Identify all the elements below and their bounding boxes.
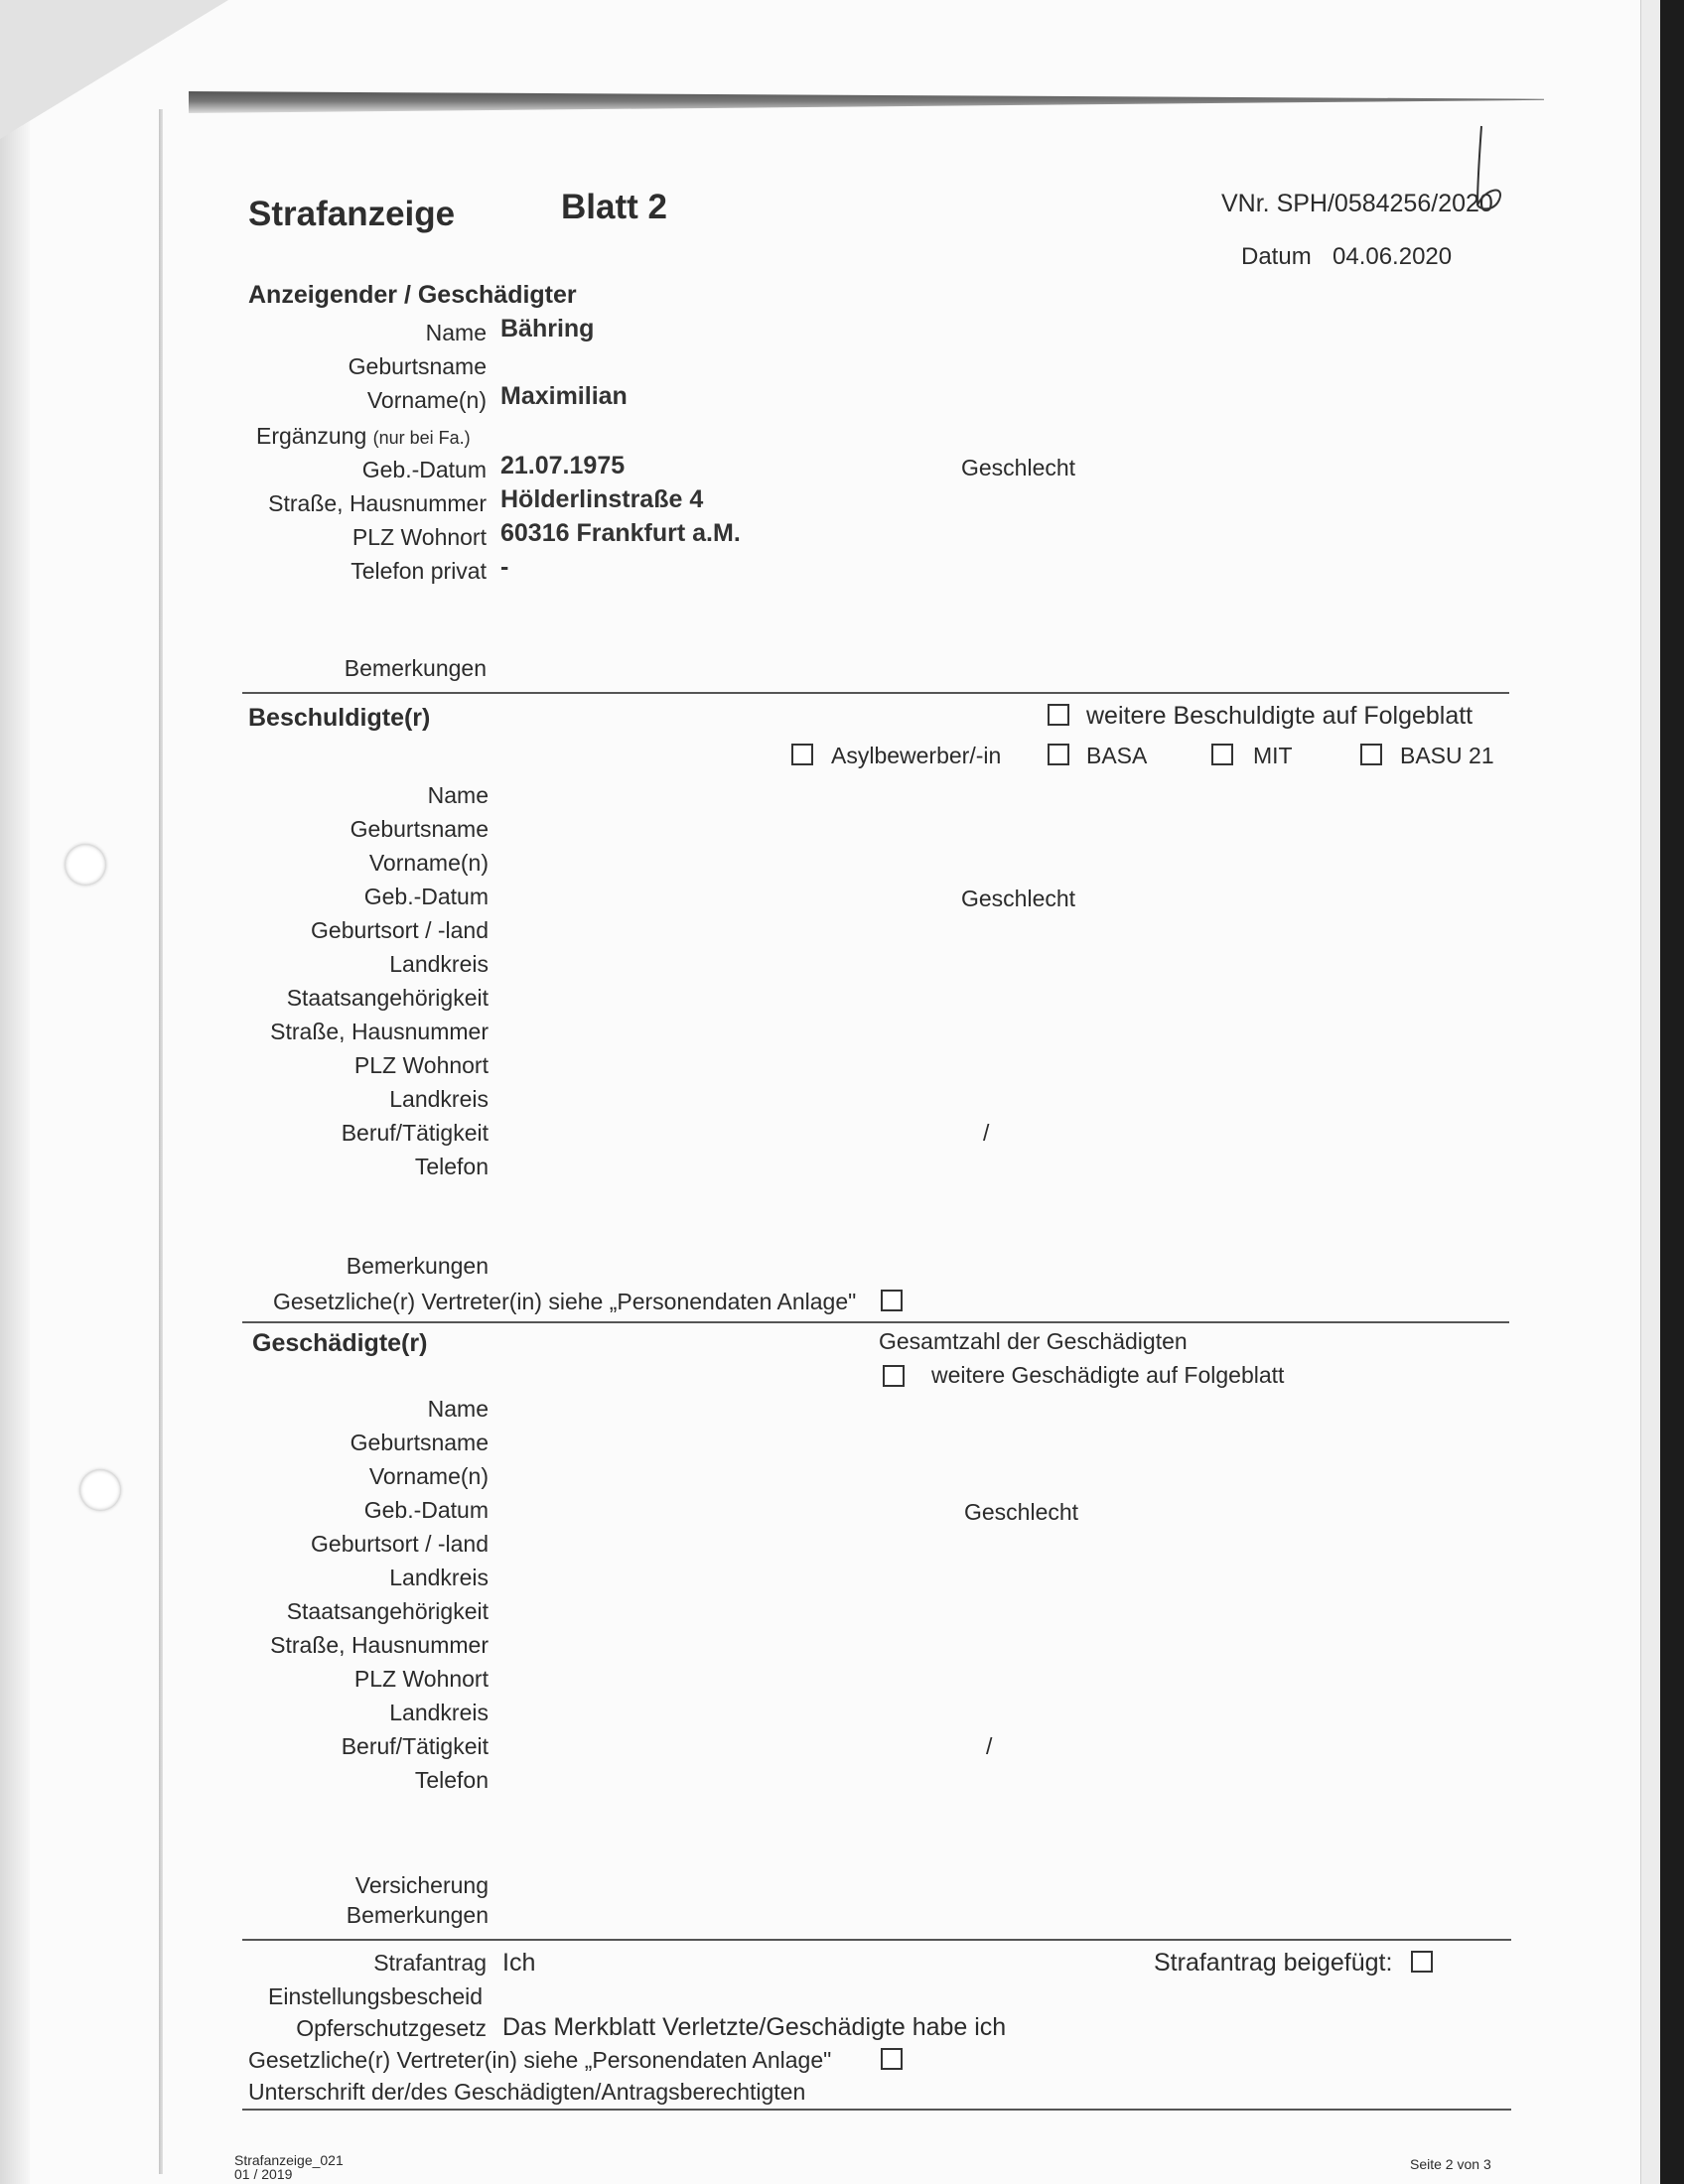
accused-heading: Beschuldigte(r)	[248, 704, 431, 732]
victim-insurance-label: Versicherung	[354, 1872, 489, 1898]
handwritten-mark-icon	[1470, 124, 1511, 215]
strafantrag-value: Ich	[502, 1949, 536, 1977]
accused-legal-rep-checkbox[interactable]	[881, 1290, 903, 1311]
basa-label: BASA	[1086, 743, 1148, 768]
accused-phone-label: Telefon	[414, 1154, 489, 1179]
reporter-dob-label: Geb.-Datum	[361, 457, 487, 482]
victim-birthplace-label: Geburtsort / -land	[311, 1531, 489, 1557]
victim-district2-label: Landkreis	[389, 1700, 489, 1725]
victim-job-slash: /	[986, 1733, 993, 1759]
victim-firstname-label: Vorname(n)	[368, 1463, 489, 1489]
case-number: VNr. SPH/0584256/2020	[1221, 190, 1493, 217]
scan-shadow-band	[189, 91, 1544, 113]
punch-hole-top	[65, 844, 106, 886]
victim-birthname-label: Geburtsname	[350, 1430, 489, 1455]
victim-remarks-label: Bemerkungen	[346, 1902, 489, 1928]
accused-job-slash: /	[983, 1120, 990, 1146]
victim-dob-label: Geb.-Datum	[363, 1497, 489, 1523]
more-accused-label: weitere Beschuldigte auf Folgeblatt	[1086, 702, 1474, 730]
reporter-street-label: Straße, Hausnummer	[268, 490, 487, 516]
accused-name-label: Name	[427, 782, 489, 808]
reporter-plz-label: PLZ Wohnort	[351, 524, 487, 550]
more-victims-label: weitere Geschädigte auf Folgeblatt	[931, 1362, 1285, 1388]
basa-checkbox[interactable]	[1048, 744, 1069, 765]
opferschutz-value: Das Merkblatt Verletzte/Geschädigte habe ich	[502, 2013, 1007, 2041]
reporter-plz-value: 60316 Frankfurt a.M.	[500, 519, 741, 547]
reporter-name-value: Bähring	[500, 315, 595, 342]
mit-checkbox[interactable]	[1211, 744, 1233, 765]
more-victims-checkbox[interactable]	[883, 1365, 905, 1387]
mit-label: MIT	[1253, 743, 1293, 768]
reporter-phone-value: -	[500, 553, 509, 581]
reporter-dob-value: 21.07.1975	[500, 452, 626, 479]
victim-job-label: Beruf/Tätigkeit	[341, 1733, 489, 1759]
accused-job-label: Beruf/Tätigkeit	[341, 1120, 489, 1146]
strafantrag-attached-label: Strafantrag beigefügt:	[1154, 1949, 1393, 1977]
victim-phone-label: Telefon	[414, 1767, 489, 1793]
reporter-firstname-label: Vorname(n)	[366, 387, 487, 413]
accused-nationality-label: Staatsangehörigkeit	[286, 985, 489, 1011]
asyl-checkbox[interactable]	[791, 744, 813, 765]
accused-district-label: Landkreis	[389, 951, 489, 977]
accused-birthname-label: Geburtsname	[350, 816, 489, 842]
form-title: Strafanzeige	[248, 195, 456, 233]
section-divider	[242, 1321, 1509, 1323]
victim-name-label: Name	[427, 1396, 489, 1422]
more-accused-checkbox[interactable]	[1048, 704, 1069, 726]
strafantrag-label: Strafantrag	[373, 1950, 487, 1976]
signature-line	[242, 2109, 1511, 2111]
strafantrag-attached-checkbox[interactable]	[1411, 1951, 1433, 1973]
accused-birthplace-label: Geburtsort / -land	[311, 917, 489, 943]
accused-plz-label: PLZ Wohnort	[353, 1052, 489, 1078]
reporter-phone-label: Telefon privat	[351, 558, 487, 584]
reporter-ergaenzung-label: Ergänzung (nur bei Fa.)	[256, 423, 471, 449]
page-fold-shadow	[0, 0, 30, 2184]
victim-district-label: Landkreis	[389, 1565, 489, 1590]
basu-label: BASU 21	[1400, 743, 1494, 768]
reporter-birthname-label: Geburtsname	[348, 353, 487, 379]
form-version: 01 / 2019	[234, 2166, 293, 2182]
accused-district2-label: Landkreis	[389, 1086, 489, 1112]
section-divider	[242, 692, 1509, 694]
reporter-gender-label: Geschlecht	[961, 455, 1076, 480]
accused-remarks-label: Bemerkungen	[346, 1253, 489, 1279]
accused-legal-rep-label: Gesetzliche(r) Vertreter(in) siehe „Personendaten Anlage"	[273, 1289, 857, 1314]
accused-street-label: Straße, Hausnummer	[270, 1019, 489, 1044]
page-edge	[1640, 0, 1660, 2184]
basu-checkbox[interactable]	[1360, 744, 1382, 765]
accused-dob-label: Geb.-Datum	[363, 884, 489, 909]
signature-label: Unterschrift der/des Geschädigten/Antragsberechtigten	[248, 2079, 806, 2105]
reporter-street-value: Hölderlinstraße 4	[500, 485, 704, 513]
page-number: Seite 2 von 3	[1410, 2156, 1491, 2172]
reporter-remarks-label: Bemerkungen	[344, 655, 487, 681]
victim-gender-label: Geschlecht	[964, 1499, 1079, 1525]
opferschutz-label: Opferschutzgesetz	[296, 2015, 487, 2041]
accused-firstname-label: Vorname(n)	[368, 850, 489, 876]
reporter-firstname-value: Maximilian	[500, 382, 628, 410]
victim-street-label: Straße, Hausnummer	[270, 1632, 489, 1658]
asyl-label: Asylbewerber/-in	[831, 743, 1002, 768]
einstellung-label: Einstellungsbescheid	[268, 1983, 484, 2009]
form-id: Strafanzeige_021	[234, 2152, 344, 2168]
date-label: Datum	[1241, 243, 1312, 270]
victim-heading: Geschädigte(r)	[252, 1329, 428, 1357]
reporter-heading: Anzeigender / Geschädigter	[248, 281, 577, 309]
date-value: 04.06.2020	[1333, 243, 1453, 270]
folded-corner	[0, 0, 228, 139]
reporter-name-label: Name	[425, 320, 487, 345]
victim-total-label: Gesamtzahl der Geschädigten	[879, 1328, 1188, 1354]
victim-legal-rep-checkbox[interactable]	[881, 2048, 903, 2070]
accused-gender-label: Geschlecht	[961, 886, 1076, 911]
section-divider	[242, 1939, 1511, 1941]
sheet-number: Blatt 2	[561, 188, 667, 226]
binding-margin-line	[159, 109, 163, 2174]
punch-hole-bottom	[79, 1469, 121, 1511]
victim-nationality-label: Staatsangehörigkeit	[286, 1598, 489, 1624]
victim-plz-label: PLZ Wohnort	[353, 1666, 489, 1692]
victim-legal-rep-label: Gesetzliche(r) Vertreter(in) siehe „Personendaten Anlage"	[248, 2047, 832, 2073]
